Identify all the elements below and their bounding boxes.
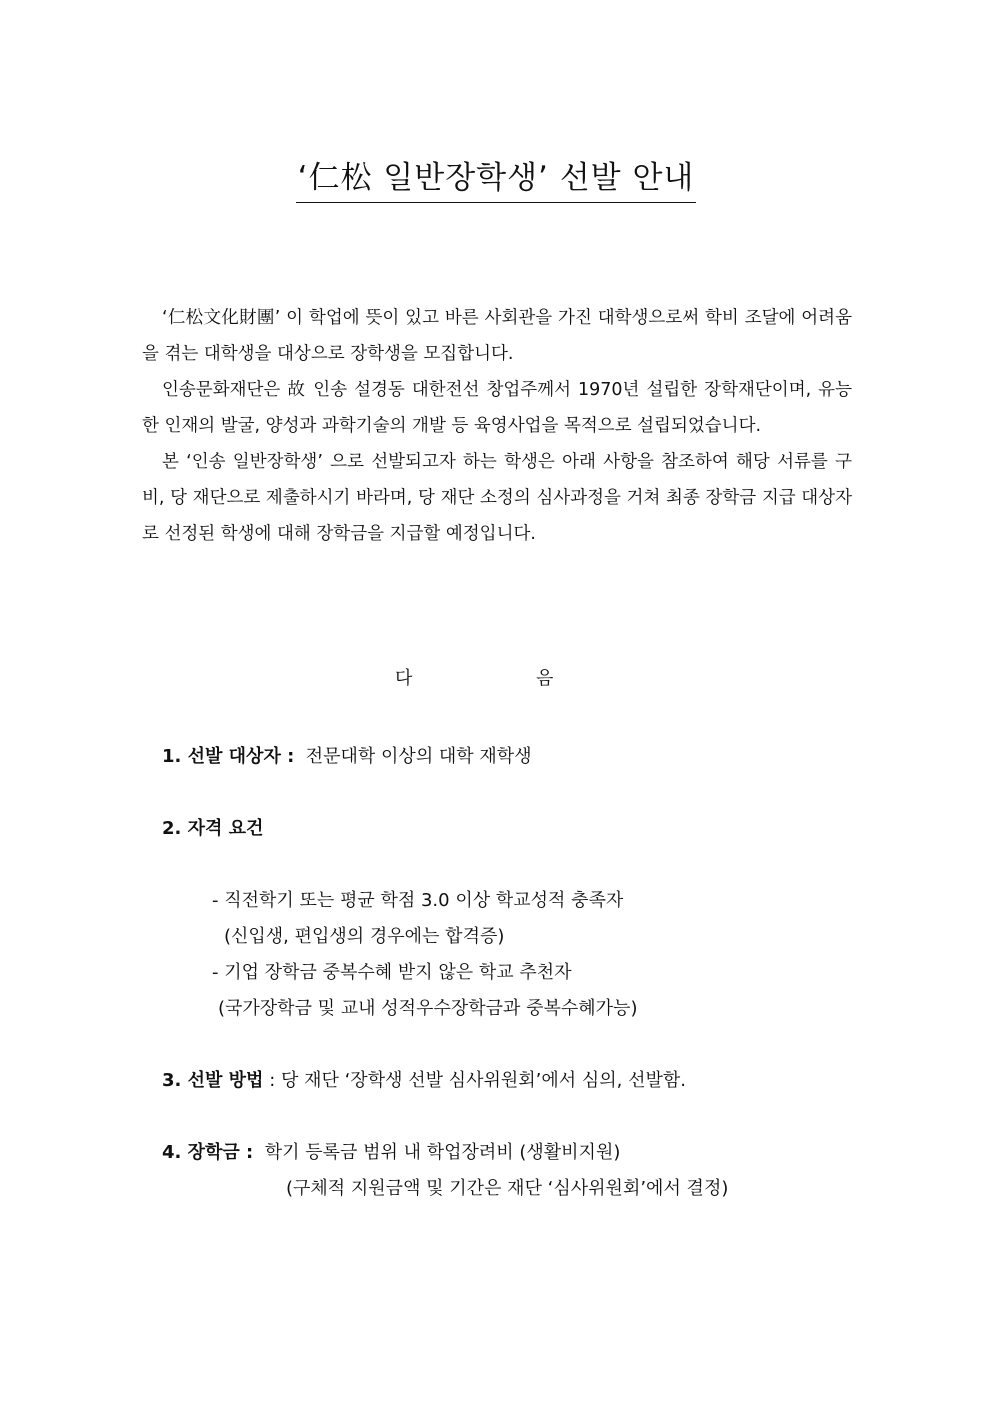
section-2-item-1: - 직전학기 또는 평균 학점 3.0 이상 학교성적 충족자 bbox=[212, 890, 624, 911]
section-2-item-1-note: (신입생, 편입생의 경우에는 합격증) bbox=[224, 926, 505, 947]
section-3 bbox=[162, 1066, 686, 1096]
section-1-text: 전문대학 이상의 대학 재학생 bbox=[305, 746, 532, 767]
intro-body bbox=[142, 300, 852, 552]
section-4-label: 4. 장학금 : bbox=[162, 1142, 254, 1163]
section-2-item-2-note: (국가장학금 및 교내 성적우수장학금과 중복수혜가능) bbox=[218, 998, 638, 1019]
section-3-label: 3. 선발 방법 bbox=[162, 1070, 264, 1091]
intro-paragraph-1: ‘仁松文化財團’ 이 학업에 뜻이 있고 바른 사회관을 가진 대학생으로써 학비 조달에 어려움을 겪는 대학생을 대상으로 장학생을 모집합니다. bbox=[142, 308, 852, 364]
section-4-text: 학기 등록금 범위 내 학업장려비 (생활비지원) bbox=[264, 1142, 621, 1163]
page-title-text: ‘仁松 일반장학생’ 선발 안내 bbox=[296, 158, 697, 203]
section-1 bbox=[162, 742, 532, 772]
section-2-label: 2. 자격 요건 bbox=[162, 818, 264, 839]
section-2 bbox=[162, 814, 263, 844]
section-4-note: (구체적 지원금액 및 기간은 재단 ‘심사위원회’에서 결정) bbox=[286, 1178, 729, 1199]
page-title bbox=[0, 158, 992, 203]
intro-paragraph-2: 인송문화재단은 故 인송 설경동 대한전선 창업주께서 1970년 설립한 장학재단이며, 유능한 인재의 발굴, 양성과 과학기술의 개발 등 육영사업을 목적으로 설립되었습니다. bbox=[142, 380, 852, 436]
section-3-text: : 당 재단 ‘장학생 선발 심사위원회’에서 심의, 선발함. bbox=[269, 1070, 686, 1091]
section-1-label: 1. 선발 대상자 : bbox=[162, 746, 295, 767]
section-2-item-2: - 기업 장학금 중복수혜 받지 않은 학교 추천자 bbox=[212, 962, 572, 983]
intro-paragraph-3: 본 ‘인송 일반장학생’ 으로 선발되고자 하는 학생은 아래 사항을 참조하여 해당 서류를 구비, 당 재단으로 제출하시기 바라며, 당 재단 소정의 심사과정을 거쳐 최종 장학금 지급 대상자로 선정된 학생에 대해 장학금을 지급할 예정입니다. bbox=[142, 452, 852, 544]
heading-da: 다 bbox=[395, 668, 413, 689]
section-4 bbox=[162, 1138, 620, 1168]
heading-eum: 음 bbox=[536, 668, 554, 689]
